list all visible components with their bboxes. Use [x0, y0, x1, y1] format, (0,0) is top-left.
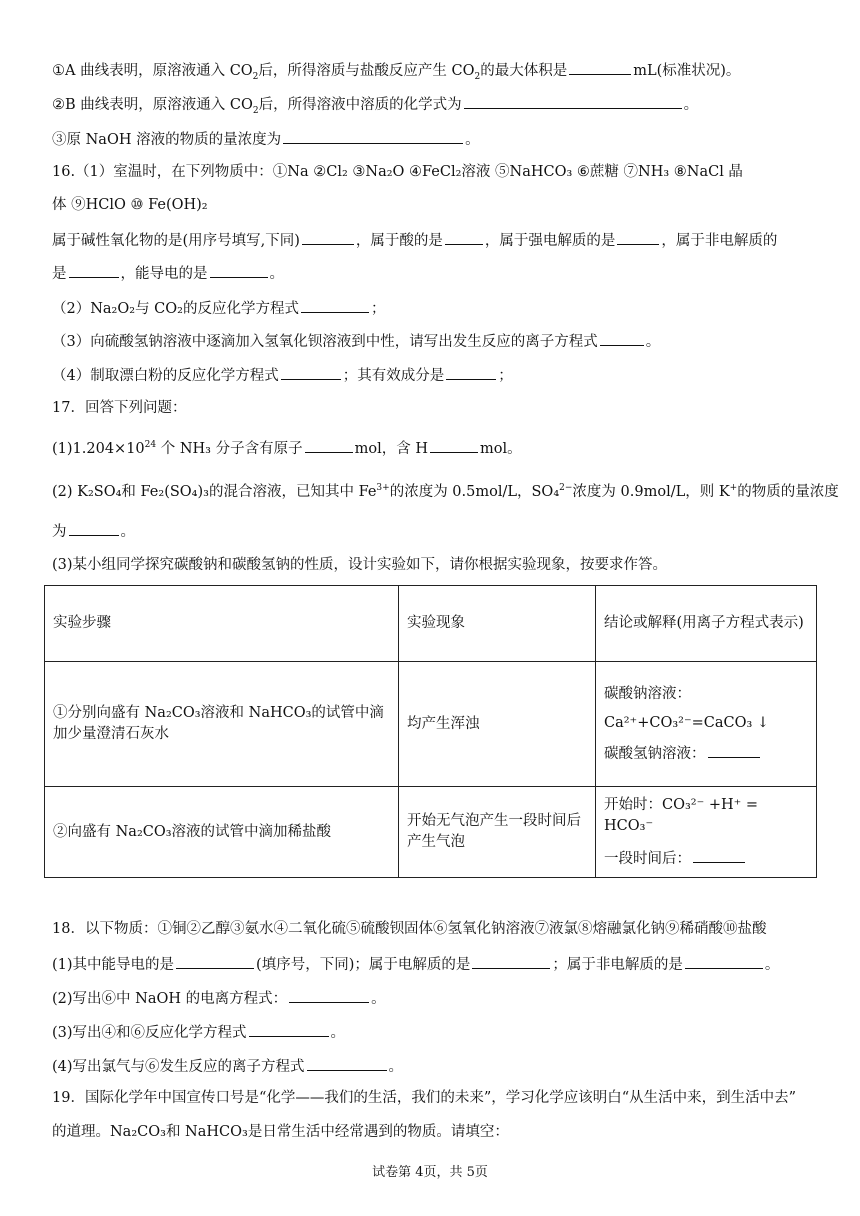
text: ，能导电的是	[120, 266, 208, 282]
q15-line-1	[52, 59, 740, 81]
answer-blank[interactable]	[693, 847, 745, 863]
subscript: 2	[252, 71, 259, 82]
answer-blank[interactable]	[472, 953, 550, 969]
q17-part-1	[52, 437, 522, 459]
table-cell	[596, 787, 817, 878]
q19-line-1: 19．国际化学年中国宣传口号是“化学——我们的生活，我们的未来”，学习化学应该明白“从生活中来，到生活中去”	[52, 1090, 797, 1106]
text: 个 NH₃ 分子含有原子	[156, 441, 303, 457]
text: 为	[52, 524, 67, 540]
q18-part-2	[52, 987, 386, 1009]
answer-blank[interactable]	[302, 229, 354, 245]
text: (1)1.204×10	[52, 441, 145, 457]
q16-line-6	[52, 330, 660, 352]
text: 。	[269, 266, 284, 282]
q18-part-4	[52, 1055, 403, 1077]
answer-blank[interactable]	[69, 262, 119, 278]
cell-line	[604, 847, 808, 870]
answer-blank[interactable]	[600, 330, 644, 346]
text: mol。	[479, 441, 522, 457]
text: 。	[388, 1059, 404, 1075]
answer-blank[interactable]	[210, 262, 268, 278]
text: ③原 NaOH 溶液的物质的量浓度为	[52, 132, 282, 148]
text: mL(标准状况)。	[633, 63, 741, 79]
answer-blank[interactable]	[283, 128, 463, 144]
text: ；	[370, 301, 386, 317]
text: (2)写出⑥中 NaOH 的电离方程式：	[52, 991, 288, 1007]
text: ②B 曲线表明，原溶液通入 CO	[52, 97, 253, 113]
q17-part-3: (3)某小组同学探究碳酸钠和碳酸氢钠的性质，设计实验如下，请你根据实验现象，按要求作答。	[52, 557, 668, 573]
text: 。	[764, 957, 780, 973]
answer-blank[interactable]	[685, 953, 763, 969]
text: (1)其中能导电的是	[52, 957, 175, 973]
text: ；其有效成分是	[342, 368, 445, 384]
answer-blank[interactable]	[301, 297, 369, 313]
experiment-table	[44, 585, 817, 878]
q16-line-7	[52, 364, 513, 386]
text: ；属于非电解质的是	[552, 957, 683, 973]
answer-blank[interactable]	[446, 364, 496, 380]
text: 后，所得溶液中溶质的化学式为	[258, 97, 462, 113]
text: ，属于强电解质的是	[484, 233, 616, 249]
answer-blank[interactable]	[249, 1021, 329, 1037]
subscript: 2	[252, 105, 259, 116]
q16-line-1: 16.（1）室温时，在下列物质中：①Na ②Cl₂ ③Na₂O ④FeCl₂溶液 ⑤NaHCO₃ ⑥蔗糖 ⑦NH₃ ⑧NaCl 晶	[52, 164, 743, 180]
text: ①A 曲线表明，原溶液通入 CO	[52, 63, 253, 79]
text: 。	[330, 1025, 346, 1041]
q15-line-3	[52, 128, 480, 150]
superscript: 2−	[559, 483, 573, 494]
table-cell	[596, 662, 817, 787]
answer-blank[interactable]	[176, 953, 254, 969]
answer-blank[interactable]	[430, 437, 478, 453]
text: 的物质的量浓度	[737, 484, 839, 500]
text: 浓度为 0.9mol/L，则 K	[572, 484, 730, 500]
q18-title: 18．以下物质：①铜②乙醇③氨水④二氧化硫⑤硫酸钡固体⑥氢氧化钠溶液⑦液氯⑧熔融氯化钠⑨稀硝酸⑩盐酸	[52, 921, 767, 937]
text: 。	[120, 524, 135, 540]
answer-blank[interactable]	[307, 1055, 387, 1071]
answer-blank[interactable]	[281, 364, 341, 380]
text: ，属于酸的是	[355, 233, 443, 249]
superscript: 3+	[376, 483, 390, 494]
text: 。	[465, 132, 480, 148]
text: 后，所得溶质与盐酸反应产生 CO	[258, 63, 475, 79]
text: (3)写出④和⑥反应化学方程式	[52, 1025, 247, 1041]
answer-blank[interactable]	[617, 229, 659, 245]
superscript: 24	[144, 440, 157, 451]
text: 的浓度为 0.5mol/L，SO₄	[389, 484, 560, 500]
cell-line: Ca²⁺+CO₃²⁻=CaCO₃ ↓	[604, 714, 770, 731]
q16-line-5	[52, 297, 385, 319]
q16-line-2: 体 ⑨HClO ⑩ Fe(OH)₂	[52, 197, 208, 213]
q18-part-1	[52, 953, 779, 975]
text: (4)写出氯气与⑥发生反应的离子方程式	[52, 1059, 305, 1075]
text: （3）向硫酸氢钠溶液中逐滴加入氢氧化钡溶液到中性，请写出发生反应的离子方程式	[52, 334, 598, 350]
text: （4）制取漂白粉的反应化学方程式	[52, 368, 279, 384]
answer-blank[interactable]	[305, 437, 353, 453]
table-cell: 均产生浑浊	[399, 662, 596, 787]
text: 一段时间后：	[604, 850, 691, 867]
page-footer: 试卷第 4页，共 5页	[372, 1165, 488, 1180]
text: 碳酸氢钠溶液：	[604, 745, 706, 762]
text: 是	[52, 266, 67, 282]
subscript: 2	[474, 71, 481, 82]
text: 。	[645, 334, 661, 350]
q16-line-3	[52, 229, 777, 251]
header-cell: 实验步骤	[45, 586, 399, 662]
table-header-row	[45, 586, 817, 662]
q17-part-2-cont	[52, 520, 135, 542]
text: mol，含 H	[354, 441, 428, 457]
table-cell: ②向盛有 Na₂CO₃溶液的试管中滴加稀盐酸	[45, 787, 399, 878]
table-cell: 开始无气泡产生一段时间后产生气泡	[399, 787, 596, 878]
header-cell: 实验现象	[399, 586, 596, 662]
table-row	[45, 662, 817, 787]
cell-line: 碳酸钠溶液：	[604, 685, 691, 702]
answer-blank[interactable]	[708, 742, 760, 758]
cell-line	[604, 742, 808, 765]
answer-blank[interactable]	[289, 987, 369, 1003]
text: （2）Na₂O₂与 CO₂的反应化学方程式	[52, 301, 299, 317]
q17-part-2	[52, 482, 839, 502]
q15-line-2	[52, 93, 698, 115]
header-cell: 结论或解释(用离子方程式表示)	[596, 586, 817, 662]
text: 。	[371, 991, 386, 1007]
text: ，属于非电解质的	[661, 233, 778, 249]
answer-blank[interactable]	[569, 59, 631, 75]
answer-blank[interactable]	[445, 229, 483, 245]
table-row	[45, 787, 817, 878]
answer-blank[interactable]	[464, 93, 682, 109]
table-cell: ①分别向盛有 Na₂CO₃溶液和 NaHCO₃的试管中滴加少量澄清石灰水	[45, 662, 399, 787]
text: (2) K₂SO₄和 Fe₂(SO₄)₃的混合溶液，已知其中 Fe	[52, 484, 377, 500]
q16-line-4	[52, 262, 284, 284]
text: 。	[683, 97, 699, 113]
superscript: +	[729, 483, 738, 494]
text: ；	[498, 368, 513, 384]
q18-part-3	[52, 1021, 345, 1043]
cell-line: 开始时：CO₃²⁻ +H⁺ = HCO₃⁻	[604, 796, 759, 834]
text: (填序号，下同)；属于电解质的是	[256, 957, 471, 973]
text: 的最大体积是	[480, 63, 568, 79]
q17-title: 17．回答下列问题：	[52, 400, 187, 416]
text: 属于碱性氧化物的是(用序号填写,下同)	[52, 233, 300, 249]
answer-blank[interactable]	[69, 520, 119, 536]
q19-line-2: 的道理。Na₂CO₃和 NaHCO₃是日常生活中经常遇到的物质。请填空：	[52, 1124, 509, 1140]
